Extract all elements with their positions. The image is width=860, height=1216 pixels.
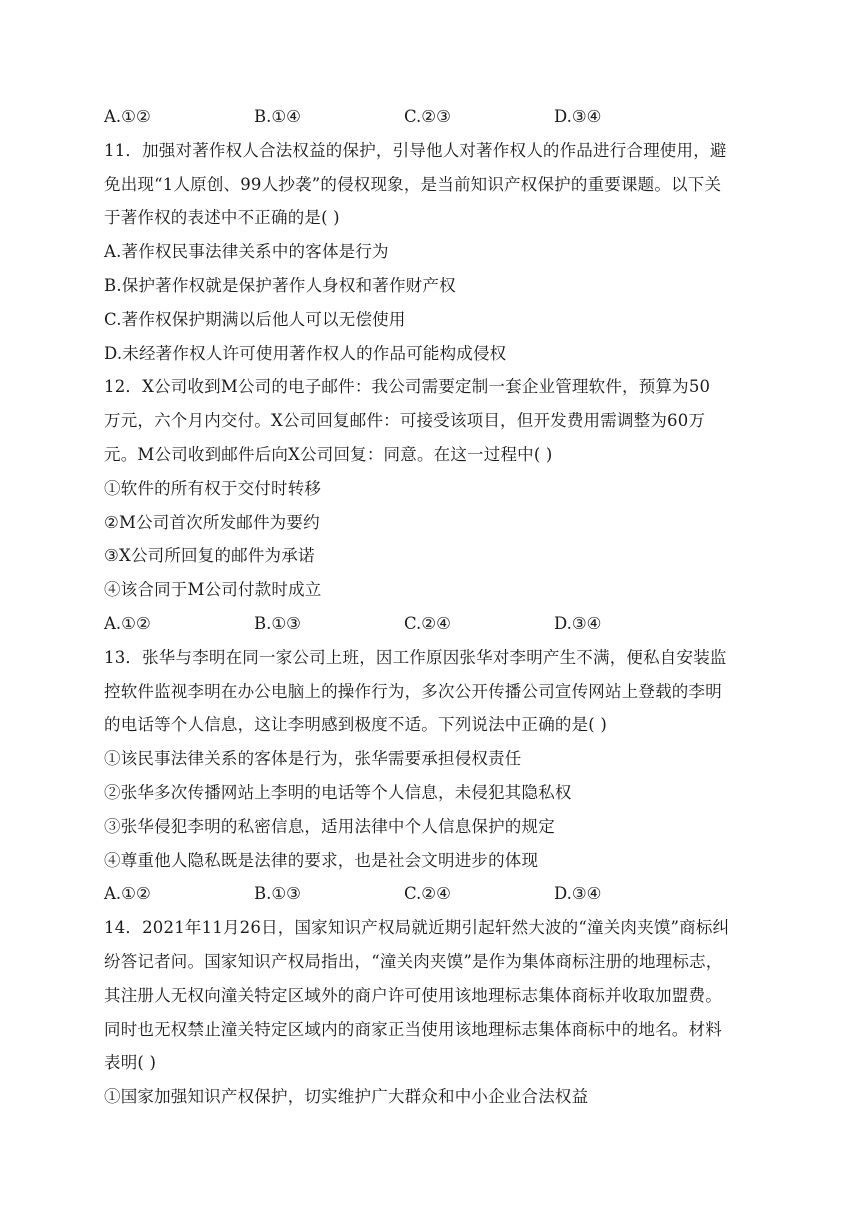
- q14-stem-line: 纷答记者问。国家知识产权局指出，“潼关肉夹馍”是作为集体商标注册的地理标志，: [104, 951, 723, 971]
- question-12: [104, 370, 756, 640]
- q11-stem-line: 11．加强对著作权人合法权益的保护，引导他人对著作权人的作品进行合理使用，避: [104, 140, 727, 160]
- q13-option-d: D.③④: [554, 884, 602, 904]
- q11-choice-a: A.著作权民事法律关系中的客体是行为: [104, 242, 389, 262]
- q10-option-d: D.③④: [554, 107, 602, 126]
- q13-options: [104, 877, 756, 911]
- q10-option-a: A.①②: [104, 107, 151, 126]
- q13-option-c: C.②④: [404, 884, 451, 904]
- q13-stem-line: 13．张华与李明在同一家公司上班，因工作原因张华对李明产生不满，便私自安装监: [104, 647, 727, 667]
- q12-statement-1: ①软件的所有权于交付时转移: [104, 478, 322, 498]
- q11-choice-b: B.保护著作权就是保护著作人身权和著作财产权: [104, 275, 456, 295]
- q12-option-c: C.②④: [404, 613, 451, 633]
- q12-option-b: B.①③: [254, 613, 301, 633]
- q11-stem-line: 于著作权的表述中不正确的是( ): [104, 208, 340, 228]
- q14-stem-line: 其注册人无权向潼关特定区域外的商户许可使用该地理标志集体商标并收取加盟费。: [104, 985, 722, 1005]
- q12-options: [104, 607, 756, 641]
- q13-stem-line: 控软件监视李明在办公电脑上的操作行为，多次公开传播公司宣传网站上登载的李明: [104, 681, 722, 701]
- q12-statement-3: ③X公司所回复的邮件为承诺: [104, 546, 315, 566]
- q12-stem-line: 12．X公司收到M公司的电子邮件：我公司需要定制一套企业管理软件，预算为50: [104, 377, 711, 397]
- q12-option-d: D.③④: [554, 613, 602, 633]
- q11-choice-c: C.著作权保护期满以后他人可以无偿使用: [104, 309, 406, 329]
- q14-stem-line: 同时也无权禁止潼关特定区域内的商家正当使用该地理标志集体商标中的地名。材料: [104, 1019, 722, 1039]
- q13-stem-line: 的电话等个人信息，这让李明感到极度不适。下列说法中正确的是( ): [104, 715, 608, 735]
- q12-stem-line: 元。M公司收到邮件后向X公司回复：同意。在这一过程中( ): [104, 444, 553, 464]
- q13-option-b: B.①③: [254, 884, 301, 904]
- q10-option-c: C.②③: [404, 107, 451, 126]
- q12-option-a: A.①②: [104, 613, 151, 633]
- question-11: [104, 134, 756, 371]
- q13-option-a: A.①②: [104, 884, 151, 904]
- q10-options: [104, 100, 756, 134]
- question-14: [104, 911, 756, 1114]
- q12-statement-2: ②M公司首次所发邮件为要约: [104, 512, 320, 532]
- q13-statement-1: ①该民事法律关系的客体是行为，张华需要承担侵权责任: [104, 749, 522, 769]
- q13-statement-3: ③张华侵犯李明的私密信息，适用法律中个人信息保护的规定: [104, 816, 555, 836]
- q13-statement-4: ④尊重他人隐私既是法律的要求，也是社会文明进步的体现: [104, 850, 539, 870]
- q12-stem-line: 万元，六个月内交付。X公司回复邮件：可接受该项目，但开发费用需调整为60万: [104, 411, 706, 431]
- q11-choice-d: D.未经著作权人许可使用著作权人的作品可能构成侵权: [104, 343, 507, 363]
- q10-option-b: B.①④: [254, 107, 301, 126]
- page-content: [104, 100, 756, 1114]
- q14-stem-line: 14．2021年11月26日，国家知识产权局就近期引起轩然大波的“潼关肉夹馍”商标纠: [104, 918, 730, 938]
- q13-statement-2: ②张华多次传播网站上李明的电话等个人信息，未侵犯其隐私权: [104, 782, 572, 802]
- q12-statement-4: ④该合同于M公司付款时成立: [104, 580, 322, 600]
- question-13: [104, 641, 756, 911]
- q14-statement-1: ①国家加强知识产权保护，切实维护广大群众和中小企业合法权益: [104, 1087, 589, 1107]
- q11-stem-line: 免出现“1人原创、99人抄袭”的侵权现象，是当前知识产权保护的重要课题。以下关: [104, 174, 722, 194]
- q14-stem-line: 表明( ): [104, 1053, 157, 1073]
